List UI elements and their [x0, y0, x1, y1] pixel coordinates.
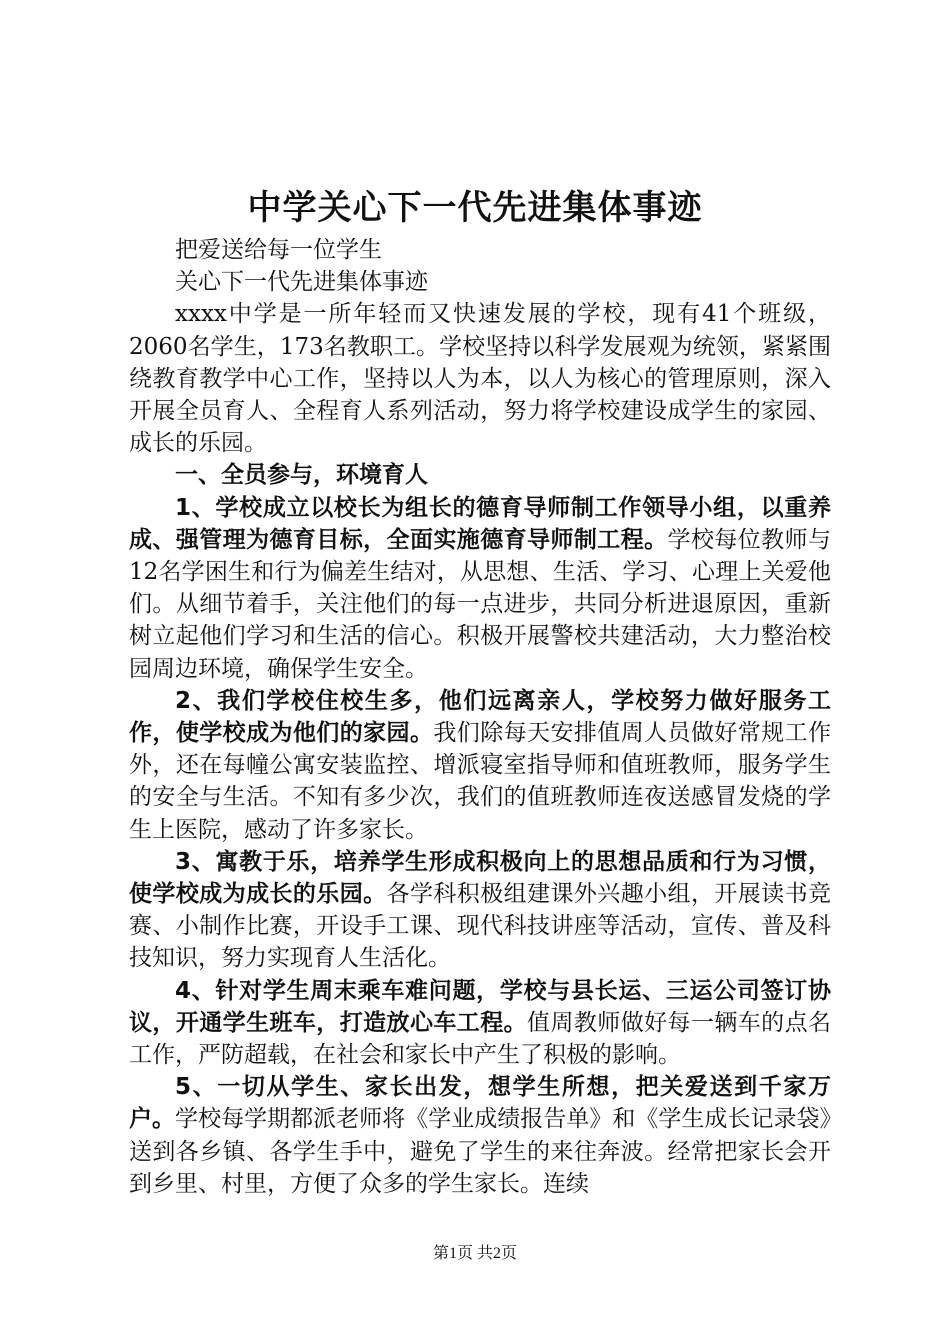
item-paragraph — [129, 685, 831, 846]
item-paragraph — [129, 1071, 831, 1200]
intro-paragraph: xxxx中学是一所年轻而又快速发展的学校，现有41个班级，2060名学生，173名教职工。学校坚持以科学发展观为统领，紧紧围绕教育教学中心工作，坚持以人为本，以人为核心的管理原则，深入开展全员育人、全程育人系列活动，努力将学校建设成学生的家园、成长的乐园。 — [129, 301, 831, 457]
document-title: 中学关心下一代先进集体事迹 — [247, 188, 703, 228]
subtitle-line-1: 把爱送给每一位学生 — [175, 237, 382, 263]
subtitle-line-2: 关心下一代先进集体事迹 — [175, 269, 428, 296]
item-lead: 1、学校成立以校长为组长的德育导师制工作领导小组，以重养成、强管理为德育目标，全面实施德育导师制工程。 — [129, 494, 831, 553]
item-lead: 2、我们学校住校生多，他们远离亲人，学校努力做好服务工作，使学校成为他们的家园。 — [129, 687, 831, 747]
item-text: 学校每位教师与12名学困生和行为偏差生结对，从思想、生活、学习、心理上关爱他们。从细节着手，关注他们的每一点进步，共同分析进退原因，重新树立起他们学习和生活的信心。积极开展警校共建活动，大力整治校园周边环境，确保学生安全。 — [129, 526, 832, 682]
item-lead: 3、寓教于乐，培养学生形成积极向上的思想品质和行为习惯，使学校成为成长的乐园。 — [129, 848, 831, 908]
item-lead: 4、针对学生周末乘车难问题，学校与县长运、三运公司签订协议，开通学生班车，打造放心车工程。 — [129, 977, 831, 1036]
section-heading: 一、全员参与，环境育人 — [175, 462, 428, 489]
item-lead: 5、一切从学生、家长出发，想学生所想，把关爱送到千家万户。 — [129, 1074, 831, 1133]
page-footer: 第1页 共2页 — [432, 1245, 517, 1262]
item-text: 学校每学期都派老师将《学业成绩报告单》和《学生成长记录袋》送到各乡镇、各学生手中，避免了学生的来往奔波。经常把家长会开到乡里、村里，方便了众多的学生家长。连续 — [129, 1106, 832, 1197]
item-paragraph — [129, 975, 831, 1072]
document-body — [129, 234, 831, 1200]
item-text: 我们除每天安排值周人员做好常规工作外，还在每幢公寓安装监控、增派寝室指导师和值班教师，服务学生的安全与生活。不知有多少次，我们的值班教师连夜送感冒发烧的学生上医院，感动了许多家长。 — [129, 720, 832, 843]
item-text: 值周教师做好每一辆车的点名工作，严防超载，在社会和家长中产生了积极的影响。 — [129, 1009, 832, 1069]
item-paragraph — [129, 492, 831, 685]
item-text: 各学科积极组建课外兴趣小组，开展读书竞赛、小制作比赛，开设手工课、现代科技讲座等活动，宣传、普及科技知识，努力实现育人生活化。 — [129, 881, 832, 972]
item-paragraph — [129, 846, 831, 975]
